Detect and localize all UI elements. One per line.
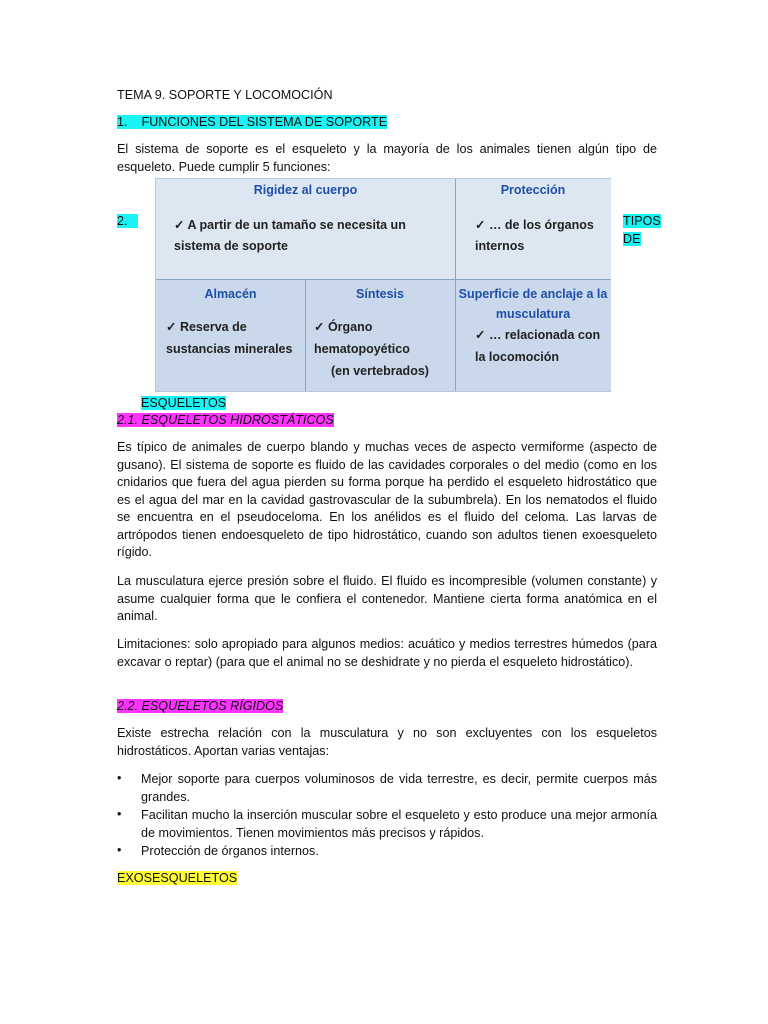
table-divider-horizontal — [156, 279, 611, 280]
exoesqueletos-heading-text: EXOSESQUELETOS — [117, 871, 238, 885]
document-title: TEMA 9. SOPORTE Y LOCOMOCIÓN — [117, 88, 333, 102]
section-1-heading-highlight — [117, 115, 387, 129]
cell-almacen-item-2: sustancias minerales — [166, 342, 293, 356]
cell-proteccion-title: Protección — [500, 183, 566, 197]
list-bullet: • — [117, 843, 122, 857]
list-item: Protección de órganos internos. — [141, 844, 319, 858]
section-2-1-heading — [117, 412, 657, 430]
section-2-1-para-1: Es típico de animales de cuerpo blando y muchas veces de aspecto vermiforme (aspecto de gusano). El sistema de soporte es fluido de las cavidades corporales o del medio (como en los cnidarios que fuera del agua pierden su forma porque ha perdido el esqueleto hidrostático que es el agua del mar en la cavidad gastrovascular de la subumbrela). En los nematodos el fluido se encuentra en el pseudoceloma. En los anélidos es el fluido del celoma. Las larvas de artrópodos tienen endoesqueleto de tipo hidrostático, cuando son adultos tienen exoesqueleto rígido. — [117, 440, 657, 559]
section-1-title: FUNCIONES DEL SISTEMA DE SOPORTE — [141, 115, 388, 129]
cell-almacen-title: Almacén — [204, 287, 257, 301]
list-bullet: • — [117, 807, 122, 821]
list-item: Mejor soporte para cuerpos voluminosos de vida terrestre, es decir, permite cuerpos más grandes. — [141, 772, 657, 804]
section-1-heading — [117, 114, 657, 132]
cell-rigidez-item-2: sistema de soporte — [174, 239, 288, 253]
cell-superficie-title-2: musculatura — [495, 307, 571, 321]
functions-table — [155, 178, 611, 392]
section-1-number: 1. — [117, 115, 128, 129]
cell-almacen-item-1: ✓ Reserva de — [166, 320, 247, 334]
section-2-heading-part1-wrap — [623, 213, 661, 248]
cell-rigidez-title: Rigidez al cuerpo — [253, 183, 358, 197]
section-2-1-para-3: Limitaciones: solo apropiado para algunos medios: acuático y medios terrestres húmedos (para excavar o reptar) (para que el animal no se deshidrate y no pierda el esqueleto hidrostático). — [117, 637, 657, 669]
section-2-heading-part2: DE — [623, 231, 641, 246]
list-bullet: • — [117, 771, 122, 785]
cell-rigidez-item-1: ✓ A partir de un tamaño se necesita un — [174, 218, 406, 232]
cell-sintesis-title: Síntesis — [356, 287, 404, 301]
section-2-1-para-2: La musculatura ejerce presión sobre el fluido. El fluido es incompresible (volumen constante) y asume cualquier forma que le confiera el contenedor. Mantiene cierta forma anatómica en el animal. — [117, 574, 657, 623]
cell-proteccion — [455, 179, 611, 279]
section-2-2-heading-text: 2.2. ESQUELETOS RÍGIDOS — [117, 699, 284, 713]
cell-sintesis — [305, 279, 455, 391]
table-divider-vertical-1 — [455, 179, 456, 391]
cell-sintesis-item-1: ✓ Órgano — [314, 320, 373, 334]
section-2-number-wrap — [117, 213, 147, 231]
section-2-2-para-1: Existe estrecha relación con la musculatura y no son excluyentes con los esqueletos hidrostáticos. Aportan varias ventajas: — [117, 726, 657, 758]
section-2-heading-part3: ESQUELETOS — [141, 396, 227, 410]
cell-proteccion-item-1: ✓ … de los órganos — [475, 218, 594, 232]
cell-superficie-item-1: ✓ … relacionada con — [475, 328, 601, 342]
list-item: Facilitan mucho la inserción muscular sobre el esqueleto y esto produce una mejor armonía de movimientos. Tienen movimientos más precisos y rápidos. — [141, 808, 657, 840]
section-2-1-heading-text: 2.1. ESQUELETOS HIDROSTÁTICOS — [117, 413, 334, 427]
cell-superficie-item-2: la locomoción — [475, 350, 560, 364]
section-2-heading-part1: TIPOS — [623, 214, 661, 228]
cell-sintesis-item-2: hematopoyético — [314, 342, 410, 356]
section-1-intro: El sistema de soporte es el esqueleto y la mayoría de los animales tienen algún tipo de esqueleto. Puede cumplir 5 funciones: — [117, 142, 657, 174]
cell-almacen — [156, 279, 305, 391]
section-2-number: 2. — [117, 214, 138, 228]
cell-superficie — [455, 279, 611, 391]
section-2-2-heading — [117, 698, 657, 716]
cell-superficie-title-1: Superficie de anclaje a la — [458, 287, 608, 301]
cell-rigidez — [156, 179, 455, 279]
section-2-heading-part3-wrap — [141, 395, 226, 413]
cell-proteccion-item-2: internos — [475, 239, 525, 253]
table-divider-vertical-2 — [305, 279, 306, 391]
exoesqueletos-heading — [117, 870, 657, 888]
cell-sintesis-item-3: (en vertebrados) — [331, 364, 429, 378]
